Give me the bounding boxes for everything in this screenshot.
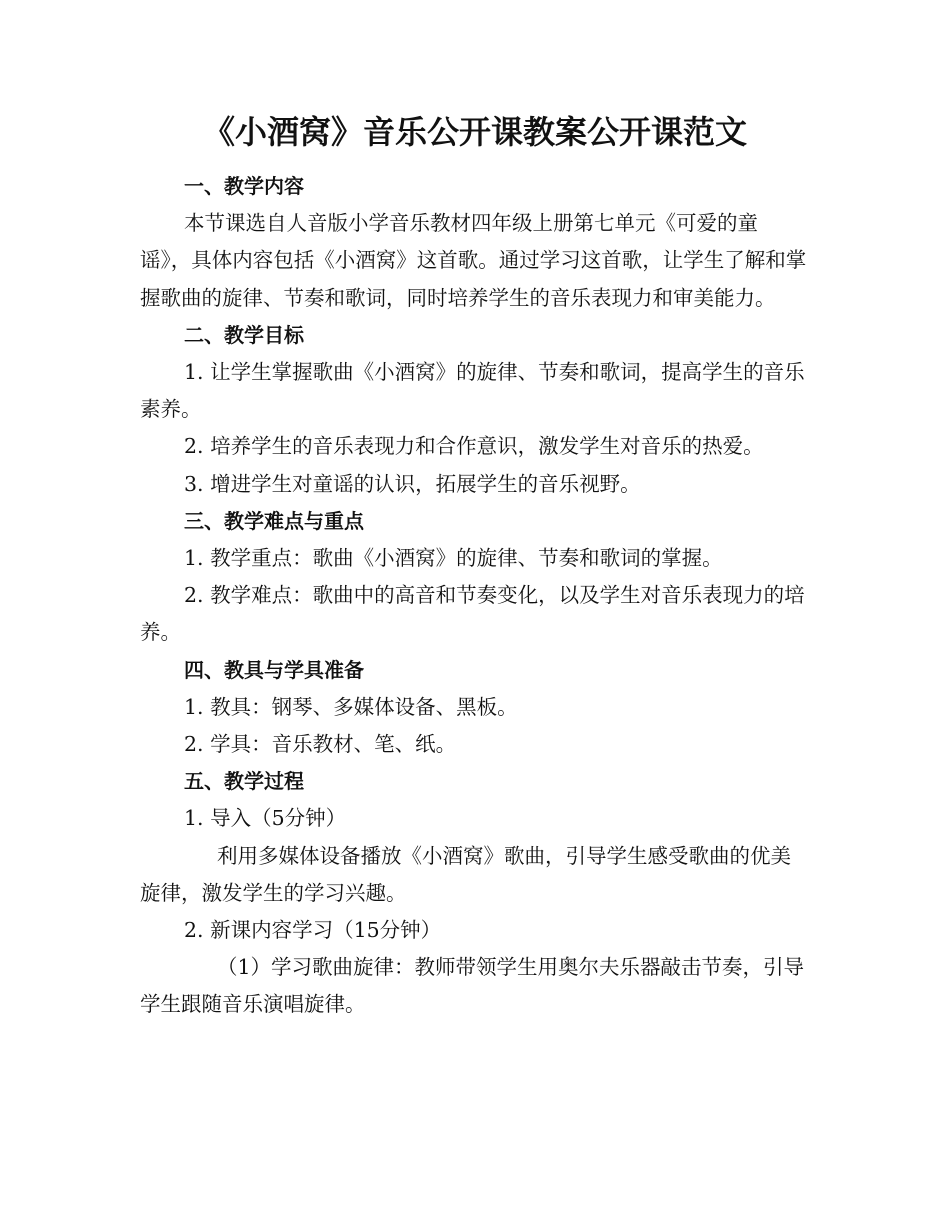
document-title: 《小酒窝》音乐公开课教案公开课范文 [202, 113, 747, 151]
material-item-2: 2. 学具：音乐教材、笔、纸。 [184, 732, 457, 757]
section-heading-process: 五、教学过程 [184, 769, 304, 794]
goal-item-2: 2. 培养学生的音乐表现力和合作意识，激发学生对音乐的热爱。 [184, 434, 764, 459]
document-body [140, 168, 808, 1024]
key-point-item-1: 1. 教学重点：歌曲《小酒窝》的旋律、节奏和歌词的掌握。 [184, 546, 723, 571]
section-heading-goals: 二、教学目标 [184, 322, 304, 347]
process-step-2: 2. 新课内容学习（15分钟） [184, 918, 442, 943]
section-heading-materials: 四、教具与学具准备 [184, 657, 364, 682]
section-heading-key-points: 三、教学难点与重点 [184, 508, 364, 533]
section-paragraph-content: 本节课选自人音版小学音乐教材四年级上册第七单元《可爱的童谣》，具体内容包括《小酒窝》这首歌。通过学习这首歌，让学生了解和掌握歌曲的旋律、节奏和歌词，同时培养学生的音乐表现力和审美能力。 [140, 211, 807, 310]
section-heading-content: 一、教学内容 [184, 174, 304, 198]
process-step-1-text: 利用多媒体设备播放《小酒窝》歌曲，引导学生感受歌曲的优美旋律，激发学生的学习兴趣。 [140, 843, 791, 905]
key-point-item-2: 2. 教学难点：歌曲中的高音和节奏变化，以及学生对音乐表现力的培养。 [140, 583, 805, 645]
goal-item-3: 3. 增进学生对童谣的认识，拓展学生的音乐视野。 [184, 471, 641, 496]
material-item-1: 1. 教具：钢琴、多媒体设备、黑板。 [184, 694, 518, 719]
goal-item-1: 1. 让学生掌握歌曲《小酒窝》的旋律、节奏和歌词，提高学生的音乐素养。 [140, 360, 805, 422]
process-step-2-sub-1: （1）学习歌曲旋律：教师带领学生用奥尔夫乐器敲击节奏，引导学生跟随音乐演唱旋律。 [140, 955, 805, 1017]
process-step-1: 1. 导入（5分钟） [184, 806, 347, 831]
